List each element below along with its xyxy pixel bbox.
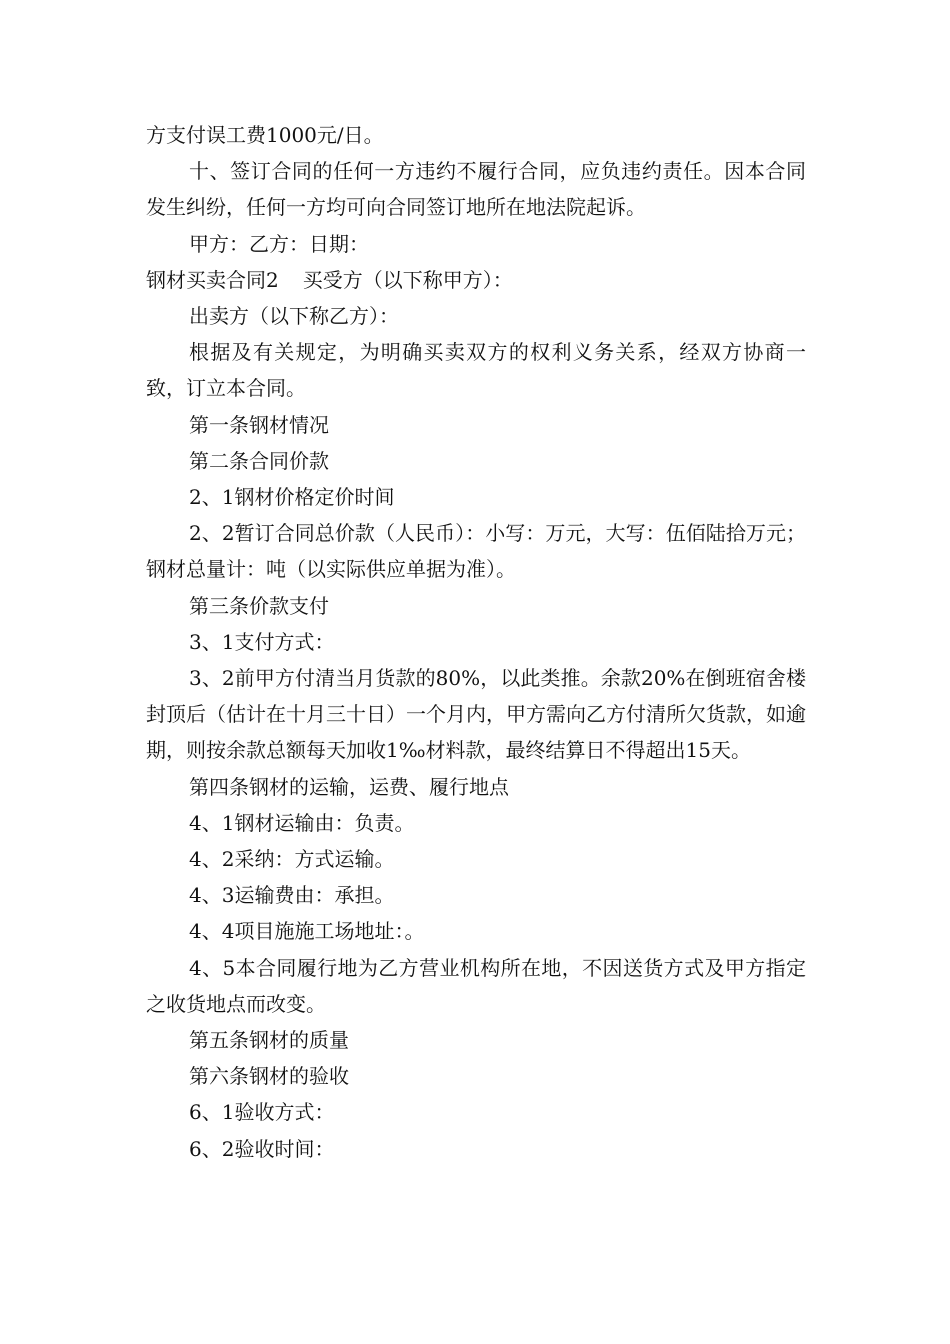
paragraph-preamble: 根据及有关规定，为明确买卖双方的权利义务关系，经双方协商一致，订立本合同。: [146, 340, 806, 401]
article-5-heading: 第五条钢材的质量: [189, 1028, 349, 1053]
document-body: [146, 117, 806, 1167]
clause-4-2: 4、2采纳：方式运输。: [189, 847, 395, 872]
clause-4-3: 4、3运输费由：承担。: [189, 883, 395, 908]
paragraph-breach-clause: 十、签订合同的任何一方违约不履行合同，应负违约责任。因本合同发生纠纷，任何一方均可向合同签订地所在地法院起诉。: [146, 159, 806, 220]
clause-2-1: 2、1钢材价格定价时间: [189, 485, 395, 510]
article-2-heading: 第二条合同价款: [189, 448, 329, 473]
article-1-heading: 第一条钢材情况: [189, 412, 329, 437]
clause-3-2: 3、2前甲方付清当月货款的80%，以此类推。余款20%在倒班宿舍楼封顶后（估计在十月三十日）一个月内，甲方需向乙方付清所欠货款，如逾期，则按余款总额每天加收1‰材料款，最终结算日不得超出15天。: [146, 666, 806, 763]
buyer-line: 买受方（以下称甲方）：: [302, 267, 513, 292]
paragraph-seller: 出卖方（以下称乙方）：: [189, 304, 399, 329]
article-3-heading: 第三条价款支付: [189, 593, 329, 618]
paragraph-signature-line: 甲方：乙方：日期：: [189, 231, 369, 256]
clause-4-5: 4、5本合同履行地为乙方营业机构所在地，不因送货方式及甲方指定之收货地点而改变。: [146, 955, 806, 1016]
clause-4-4: 4、4项目施施工场地址：。: [189, 919, 425, 944]
contract-title-line: [146, 262, 806, 298]
paragraph-delay-fee: 方支付误工费1000元/日。: [146, 123, 384, 147]
article-4-heading: 第四条钢材的运输，运费、履行地点: [189, 774, 509, 799]
clause-6-1: 6、1验收方式：: [189, 1100, 335, 1125]
clause-4-1: 4、1钢材运输由：负责。: [189, 810, 415, 835]
article-6-heading: 第六条钢材的验收: [189, 1064, 349, 1089]
clause-2-2: 2、2暂订合同总价款（人民币）：小写：万元，大写：伍佰陆拾万元；钢材总量计：吨（以实际供应单据为准）。: [146, 521, 806, 582]
contract-title: 钢材买卖合同2: [146, 267, 279, 292]
clause-6-2: 6、2验收时间：: [189, 1136, 335, 1161]
clause-3-1: 3、1支付方式：: [189, 629, 335, 654]
